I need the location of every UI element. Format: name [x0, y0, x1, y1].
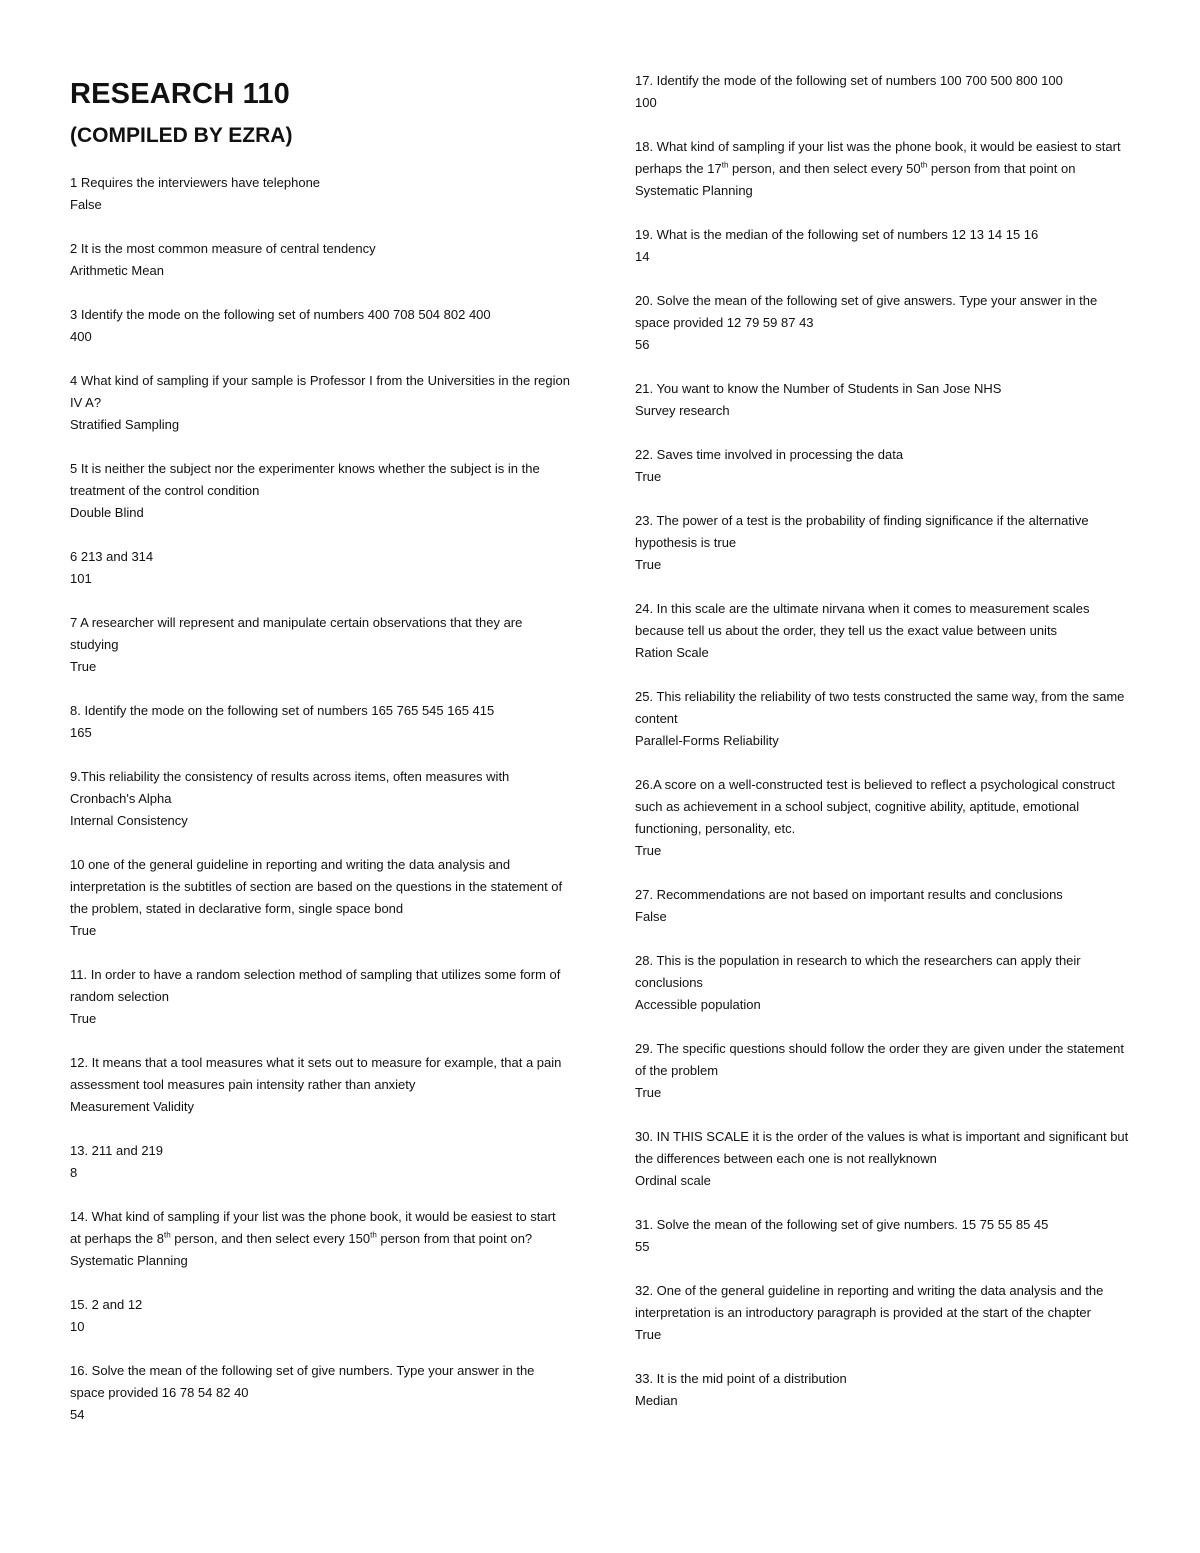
qa-item: [635, 70, 1135, 114]
qa-item: [635, 136, 1135, 202]
qa-item: [635, 1280, 1135, 1346]
page-subtitle: (COMPILED BY EZRA): [70, 124, 293, 147]
question-text: 33. It is the mid point of a distribution: [635, 1371, 847, 1386]
answer-text: Measurement Validity: [70, 1099, 195, 1114]
answer-text: 14: [635, 249, 650, 264]
answer-text: Arithmetic Mean: [70, 263, 164, 278]
answer-text: False: [635, 909, 667, 924]
right-column: [635, 70, 1135, 1434]
answer-text: Accessible population: [635, 997, 761, 1012]
qa-item: [635, 774, 1135, 862]
ordinal-suffix: th: [920, 160, 928, 170]
question-text: 22. Saves time involved in processing the data: [635, 447, 904, 462]
qa-item: [70, 766, 570, 832]
qa-item: [70, 1360, 570, 1426]
question-text-part: 14. What kind of sampling if your list was the phone book, it would be easiest to start at perhaps the 8: [70, 1209, 556, 1246]
question-text: 2 It is the most common measure of central tendency: [70, 241, 376, 256]
ordinal-suffix: th: [370, 1230, 377, 1240]
answer-text: Internal Consistency: [70, 813, 188, 828]
answer-text: Median: [635, 1393, 678, 1408]
question-text: 23. The power of a test is the probability of finding significance if the alternative hypothesis is true: [635, 513, 1089, 550]
question-text: 6 213 and 314: [70, 549, 154, 564]
question-text: 9.This reliability the consistency of results across items, often measures with Cronbach's Alpha: [70, 769, 510, 806]
answer-text: 8: [70, 1165, 78, 1180]
question-text: 7 A researcher will represent and manipulate certain observations that they are studying: [70, 615, 523, 652]
qa-item: [70, 854, 570, 942]
qa-item: [70, 1294, 570, 1338]
qa-item: [70, 172, 570, 216]
question-text: 13. 211 and 219: [70, 1143, 164, 1158]
answer-text: Systematic Planning: [635, 183, 753, 198]
question-text: 31. Solve the mean of the following set of give numbers. 15 75 55 85 45: [635, 1217, 1049, 1232]
answer-text: 55: [635, 1239, 650, 1254]
qa-item: [635, 224, 1135, 268]
qa-item: [70, 546, 570, 590]
question-text: 12. It means that a tool measures what it sets out to measure for example, that a pain assessment tool measures pain intensity rather than anxiety: [70, 1055, 562, 1092]
question-text: 11. In order to have a random selection method of sampling that utilizes some form of random selection: [70, 967, 561, 1004]
left-column: [70, 70, 570, 1448]
qa-item: [635, 686, 1135, 752]
question-text: 5 It is neither the subject nor the experimenter knows whether the subject is in the treatment of the control condition: [70, 461, 540, 498]
question-text: 10 one of the general guideline in reporting and writing the data analysis and interpretation is the subtitles of section are based on the questions in the statement of the problem, stated in declarative form, single space bond: [70, 857, 563, 916]
answer-text: Survey research: [635, 403, 730, 418]
answer-text: True: [70, 659, 97, 674]
qa-item: [635, 1368, 1135, 1412]
question-text: 21. You want to know the Number of Students in San Jose NHS: [635, 381, 1002, 396]
question-text: 16. Solve the mean of the following set of give numbers. Type your answer in the space provided 16 78 54 82 40: [70, 1363, 535, 1400]
qa-item: [70, 458, 570, 524]
answer-text: Ration Scale: [635, 645, 709, 660]
question-text: 4 What kind of sampling if your sample is Professor I from the Universities in the region IV A?: [70, 373, 570, 410]
qa-item: [635, 444, 1135, 488]
question-text: 29. The specific questions should follow the order they are given under the statement of the problem: [635, 1041, 1124, 1078]
qa-item: [70, 700, 570, 744]
question-text: 15. 2 and 12: [70, 1297, 143, 1312]
answer-text: Systematic Planning: [70, 1253, 188, 1268]
answer-text: 165: [70, 725, 92, 740]
answer-text: Double Blind: [70, 505, 144, 520]
question-text: 26.A score on a well-constructed test is believed to reflect a psychological construct such as achievement in a school subject, cognitive ability, aptitude, emotional functioning, personality, etc.: [635, 777, 1115, 836]
qa-item: [635, 1214, 1135, 1258]
qa-item: [635, 378, 1135, 422]
question-text: 20. Solve the mean of the following set of give answers. Type your answer in the space provided 12 79 59 87 43: [635, 293, 1098, 330]
question-text: 32. One of the general guideline in reporting and writing the data analysis and the interpretation is an introductory paragraph is provided at the start of the chapter: [635, 1283, 1104, 1320]
qa-item: [70, 1052, 570, 1118]
question-text: 30. IN THIS SCALE it is the order of the values is what is important and significant but the differences between each one is not reallyknown: [635, 1129, 1129, 1166]
answer-text: True: [635, 1085, 662, 1100]
qa-item: [635, 598, 1135, 664]
ordinal-suffix: th: [163, 1230, 171, 1240]
page-title: RESEARCH 110: [70, 78, 290, 110]
qa-item: [70, 370, 570, 436]
question-text: [635, 136, 1135, 180]
ordinal-suffix: th: [721, 160, 729, 170]
question-text: 28. This is the population in research to which the researchers can apply their conclusions: [635, 953, 1081, 990]
answer-text: True: [70, 923, 97, 938]
question-text: 3 Identify the mode on the following set of numbers 400 708 504 802 400: [70, 307, 491, 322]
qa-item: [70, 612, 570, 678]
answer-text: True: [635, 843, 662, 858]
question-text: 19. What is the median of the following set of numbers 12 13 14 15 16: [635, 227, 1039, 242]
answer-text: True: [635, 1327, 662, 1342]
answer-text: 100: [635, 95, 657, 110]
question-text: 27. Recommendations are not based on important results and conclusions: [635, 887, 1063, 902]
answer-text: False: [70, 197, 102, 212]
answer-text: 101: [70, 571, 92, 586]
question-text: 1 Requires the interviewers have telephone: [70, 175, 321, 190]
answer-text: 54: [70, 1407, 85, 1422]
question-text: [70, 1206, 570, 1250]
qa-item: [635, 950, 1135, 1016]
answer-text: Parallel-Forms Reliability: [635, 733, 779, 748]
qa-item: [635, 510, 1135, 576]
question-text: 25. This reliability the reliability of two tests constructed the same way, from the same content: [635, 689, 1125, 726]
qa-item: [635, 1126, 1135, 1192]
answer-text: True: [635, 557, 662, 572]
answer-text: 56: [635, 337, 650, 352]
question-text: 24. In this scale are the ultimate nirvana when it comes to measurement scales because tell us about the order, they tell us the exact value between units: [635, 601, 1090, 638]
qa-item: [70, 1206, 570, 1272]
answer-text: Ordinal scale: [635, 1173, 711, 1188]
qa-item: [635, 884, 1135, 928]
qa-item: [635, 290, 1135, 356]
question-text-part: person from that point on: [927, 161, 1076, 176]
qa-item: [70, 1140, 570, 1184]
qa-item: [635, 1038, 1135, 1104]
answer-text: Stratified Sampling: [70, 417, 180, 432]
answer-text: 10: [70, 1319, 85, 1334]
qa-item: [70, 964, 570, 1030]
question-text-part: person, and then select every 150: [170, 1231, 371, 1246]
qa-item: [70, 238, 570, 282]
answer-text: True: [635, 469, 662, 484]
answer-text: True: [70, 1011, 97, 1026]
question-text: 8. Identify the mode on the following set of numbers 165 765 545 165 415: [70, 703, 495, 718]
question-text-part: person from that point on?: [376, 1231, 533, 1246]
answer-text: 400: [70, 329, 92, 344]
question-text-part: person, and then select every 50: [728, 161, 921, 176]
question-text: 17. Identify the mode of the following set of numbers 100 700 500 800 100: [635, 73, 1063, 88]
question-text-part: 18. What kind of sampling if your list was the phone book, it would be easiest to start perhaps the 17: [635, 139, 1121, 176]
qa-item: [70, 304, 570, 348]
